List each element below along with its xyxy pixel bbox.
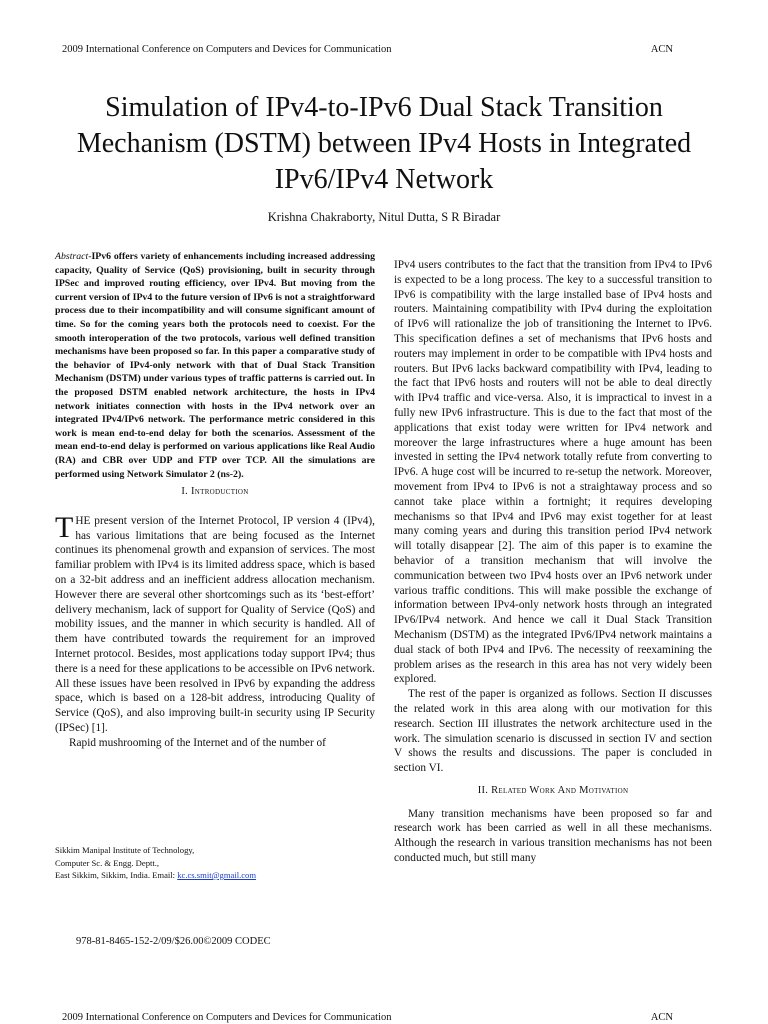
author-email-link[interactable]: kc.cs.smit@gmail.com <box>177 870 257 880</box>
footnote-line-2: Computer Sc. & Engg. Deptt., <box>55 857 160 868</box>
left-column <box>55 250 375 751</box>
paper-title: Simulation of IPv4-to-IPv6 Dual Stack Transition Mechanism (DSTM) between IPv4 Hosts in Integrated IPv6/IPv4 Network <box>76 92 692 195</box>
author-affiliation-footnote <box>55 844 375 882</box>
footnote-line-1: Sikkim Manipal Institute of Technology, <box>55 845 195 855</box>
isbn-copyright: 978-81-8465-152-2/09/$26.00©2009 CODEC <box>76 936 271 947</box>
abstract-text: IPv6 offers variety of enhancements including increased addressing capacity, Quality of Service (QoS) provisioning, built in security through IPSec and improved routing efficiency, over IPv4. But moving from the current version of IPv4 to the future version of IPv6 is not a straightforward process due to their incompatibility and will consume significant amount of time. So for the coming years both the protocols need to coexist. For the smooth interoperation of the two protocols, various well defined transition mechanisms have been proposed so far. In this paper a comparative study of the behavior of IPv4-only network with that of Dual Stack Transition Mechanism (DSTM) under various types of traffic patterns is carried out. In the proposed DSTM enabled network architecture, the hosts in IPv4 network initiates connection with hosts in the IPv4 network over an integrated IPv4/IPv6 network. The performance metric considered in this work is mean end-to-end delay for both the scenarios. Assessment of the mean end-to-end delay is performed on various applications like Real Audio (RA) and CBR over UDP and FTP over TCP. All the simulations are performed using Network Simulator 2 (ns-2). <box>55 251 375 480</box>
header-conference: 2009 International Conference on Computers and Devices for Communication <box>62 44 392 55</box>
right-paragraph-3: Many transition mechanisms have been proposed so far and research work has been carried as well in all these mechanisms. Although the research in various transition mechanisms has not been conducted much, but still many <box>394 807 712 865</box>
footer-tag: ACN <box>650 1012 673 1023</box>
abstract-label: Abstract- <box>55 251 92 262</box>
right-paragraph-1: IPv4 users contributes to the fact that the transition from IPv4 to IPv6 is expected to be a long process. The key to a successful transition to IPv6 is compatibility with the large installed base of IPv4 hosts and routers. Maintaining compatibility with IPv4 during the exploitation of IPv6 will rationalize the job of transitioning the Internet to IPv6. This specification defines a set of mechanisms that IPv6 hosts and routers may implement in order to be compatible with IPv4 hosts and routers. But IPv6 lacks backward compatibility with IPv4, leading to the fact that IPv6 hosts and routers will not be able to deal directly with IPv4 traffic and vice-versa. Also, it is impractical to invest in a fully new IPv6 infrastructure. This is due to the fact that most of the applications that exist today were written for IPv4 network and moreover the large infrastructures where a huge amount has been invested in setting the IPv4 network totally refute from converting to IPv6. A huge cost will be incurred to re-setup the network. Moreover, movement from IPv4 to IPv6 is not a straightaway process and so cannot take place within a fortnight; it requires developing mechanisms so that IPv4 and IPv6 may exist together for at least many coming years and during this transition period IPv4 network will totally disappear [2]. The aim of this paper is to examine the behavior of a transition mechanism that will involve the communication between two IPv4 hosts over an IPv6 network under various traffic conditions. This will make possible the exchange of information between IPv4-only network hosts through an integrated IPv6/IPv4 network. And hence we call it Dual Stack Transition Mechanism (DSTM) as the integrated IPv6/IPv4 network maintains a dual stack of both IPv4 and IPv6. The necessity of reexamining the problem arises as the research in this area has not very widely been explored. <box>394 259 712 686</box>
section-heading-introduction: I. Introduction <box>181 486 249 498</box>
right-paragraph-2: The rest of the paper is organized as follows. Section II discusses the related work in this area along with our motivation for this research. Section III illustrates the network architecture used in the work. The simulation scenario is discussed in section IV and section V shows the results and discussions. The paper is concluded in section VI. <box>394 688 712 775</box>
intro-paragraph-2: Rapid mushrooming of the Internet and of the number of <box>69 736 326 749</box>
intro-paragraph-1-text: HE present version of the Internet Protocol, IP version 4 (IPv4), has various limitations that are being focused as the Internet continues its phenomenal growth and expansion of services. The most familiar problem with IPv4 is its limited address space, which is based on a 32-bit address and an inefficient address allocation mechanism. However there are several other shortcomings such as its ‘best-effort’ delivery mechanism, lack of support for Quality of Service (QoS) and mobility issues, and the manner in which security is handled. All of them have contributed towards the requirement for an improved Internet protocol. Besides, most applications today support IPv4; thus there is a need for these applications to be accessible on IPv6 network. All these issues have been resolved in IPv6 by expanding the address space, which is based on a 128-bit address, introducing Quality of Service (QoS), and also improving built-in security using IP Security (IPSec) [1]. <box>55 514 375 735</box>
section-heading-related-work: II. Related Work And Motivation <box>477 784 629 796</box>
footnote-line-3-prefix: East Sikkim, Sikkim, India. Email: <box>55 870 176 880</box>
intro-paragraph-1 <box>55 510 375 736</box>
footnote-line-3 <box>55 869 375 882</box>
abstract <box>55 250 375 481</box>
paper-authors: Krishna Chakraborty, Nitul Dutta, S R Biradar <box>267 210 501 224</box>
drop-cap: T <box>55 510 74 544</box>
running-header <box>62 44 673 55</box>
header-tag: ACN <box>650 44 673 55</box>
footer-conference: 2009 International Conference on Computers and Devices for Communication <box>62 1012 392 1023</box>
running-footer <box>62 1012 673 1023</box>
right-column <box>394 258 712 866</box>
